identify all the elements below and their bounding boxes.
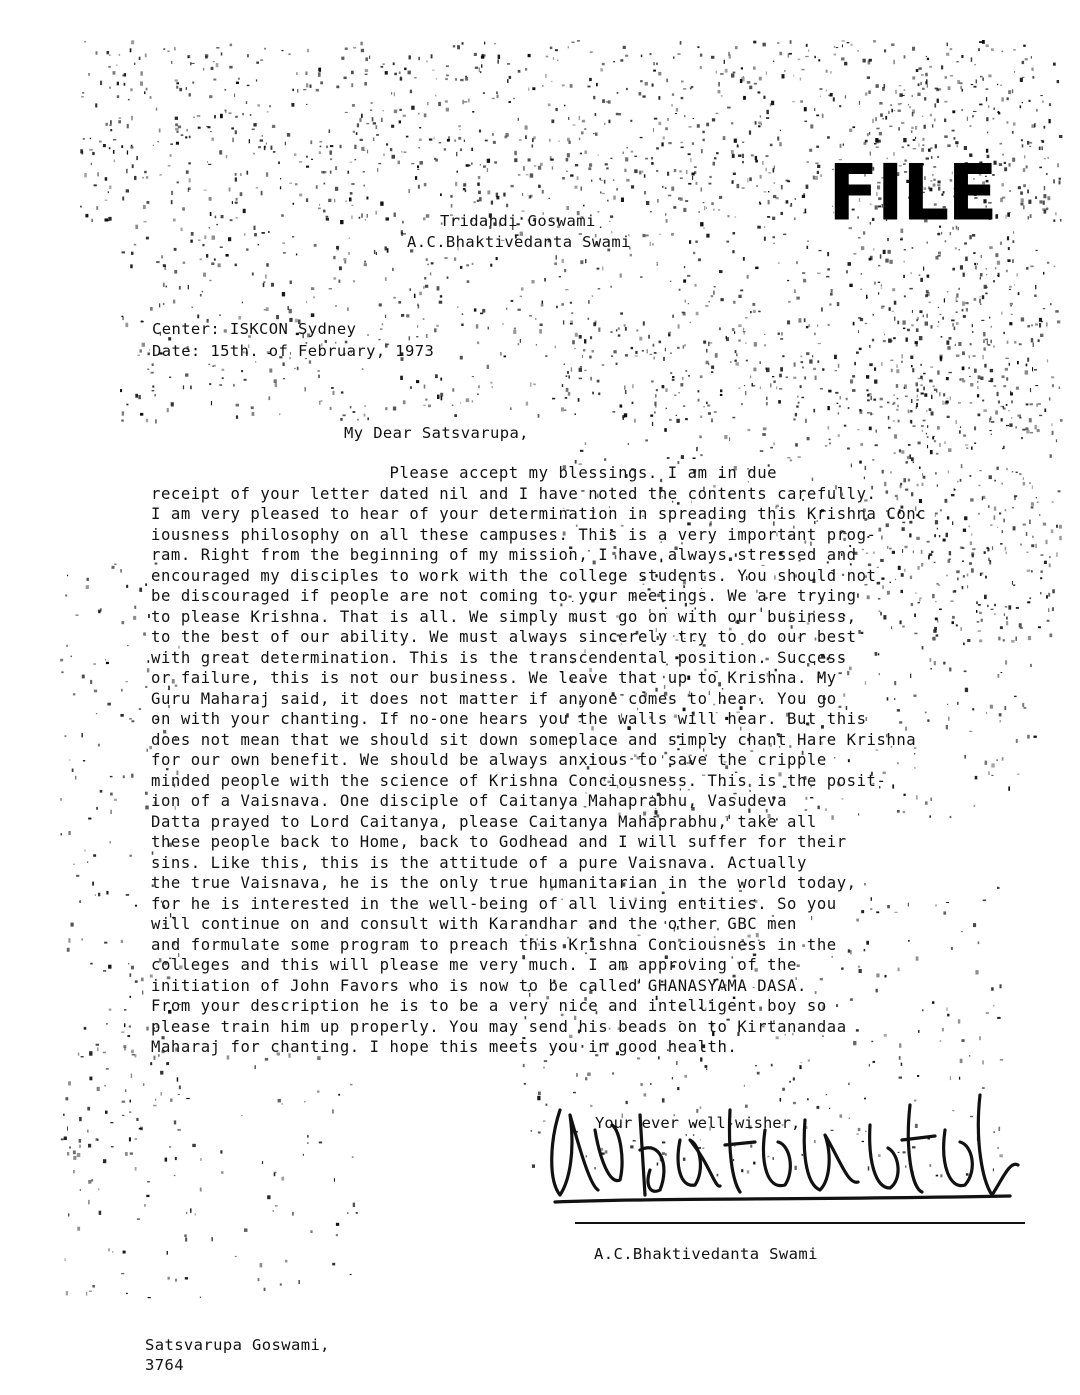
handwritten-signature xyxy=(540,1070,1030,1220)
body-line: please train him up properly. You may send his beads on to Kirtanandaa xyxy=(151,1017,847,1036)
body-line: with great determination. This is the transcendental position. Success xyxy=(151,648,847,667)
body-line: to the best of our ability. We must always sincerely try to do our best xyxy=(151,628,857,646)
body-line: Please accept my blessings. I am in due xyxy=(151,464,778,482)
body-line: colleges and this will please me very much. I am approving of the xyxy=(151,956,797,974)
signature-name: A.C.Bhaktivedanta Swami xyxy=(594,1245,818,1263)
body-line: minded people with the science of Krishna Conciousness. This is the posit- xyxy=(151,771,887,790)
body-line: for he is interested in the well-being of all living entities. So you xyxy=(151,894,837,913)
file-stamp: FILE xyxy=(828,147,996,239)
closing-line: Your ever well-wisher, xyxy=(595,1114,801,1132)
signature-rule xyxy=(575,1222,1025,1224)
addressee-name: Satsvarupa Goswami, xyxy=(145,1336,330,1354)
body-line: to please Krishna. That is all. We simply must go on with our business, xyxy=(151,607,857,626)
body-line: the true Vaisnava, he is the only true humanitarian in the world today, xyxy=(151,874,857,892)
body-line: encouraged my disciples to work with the college students. You should not xyxy=(151,566,877,585)
body-line: does not mean that we should sit down someplace and simply chant Hare Krishna xyxy=(151,730,917,749)
letterhead-name: A.C.Bhaktivedanta Swami xyxy=(407,233,631,251)
body-line: iousness philosophy on all these campuses. This is a very important prog- xyxy=(151,525,877,544)
body-line: ion of a Vaisnava. One disciple of Caitanya Mahaprabhu, Vasudeva xyxy=(151,792,788,810)
body-line: initiation of John Favors who is now to be called GHANASYAMA DASA. xyxy=(151,976,807,995)
body-line: or failure, this is not our business. We leave that up to Krishna. My xyxy=(151,669,837,687)
body-line: be discouraged if people are not coming to your meetings. We are trying xyxy=(151,587,857,605)
body-line: I am very pleased to hear of your determination in spreading this Krishna Conc xyxy=(151,505,927,523)
body-line: Datta prayed to Lord Caitanya, please Caitanya Mahaprabhu, take all xyxy=(151,812,817,831)
body-line: for our own benefit. We should be always anxious to save the cripple xyxy=(151,751,827,769)
body-line: ram. Right from the beginning of my mission, I have always stressed and xyxy=(151,546,857,564)
body-line: and formulate some program to preach this Krishna Conciousness in the xyxy=(151,935,837,954)
body-line: will continue on and consult with Karandhar and the other GBC men xyxy=(151,915,797,933)
body-line: on with your chanting. If no-one hears you the walls will hear. But this xyxy=(151,710,867,728)
body-line: Guru Maharaj said, it does not matter if anyone comes to hear. You go xyxy=(151,689,837,708)
date-line: Date: 15th. of February, 1973 xyxy=(152,342,435,360)
body-line: Maharaj for chanting. I hope this meets you in good health. xyxy=(151,1038,738,1056)
salutation: My Dear Satsvarupa, xyxy=(344,424,529,442)
letter-body xyxy=(151,463,951,1058)
body-line: From your description he is to be a very nice and intelligent boy so xyxy=(151,997,827,1015)
center-line: Center: ISKCON Sydney xyxy=(152,320,357,338)
addressee-address: 3764 xyxy=(145,1356,184,1374)
body-line: receipt of your letter dated nil and I have noted the contents carefully. xyxy=(151,484,877,503)
body-line: sins. Like this, this is the attitude of a pure Vaisnava. Actually xyxy=(151,853,807,872)
body-line: these people back to Home, back to Godhead and I will suffer for their xyxy=(151,833,847,851)
letterhead-title: Tridandi Goswami xyxy=(440,212,596,230)
